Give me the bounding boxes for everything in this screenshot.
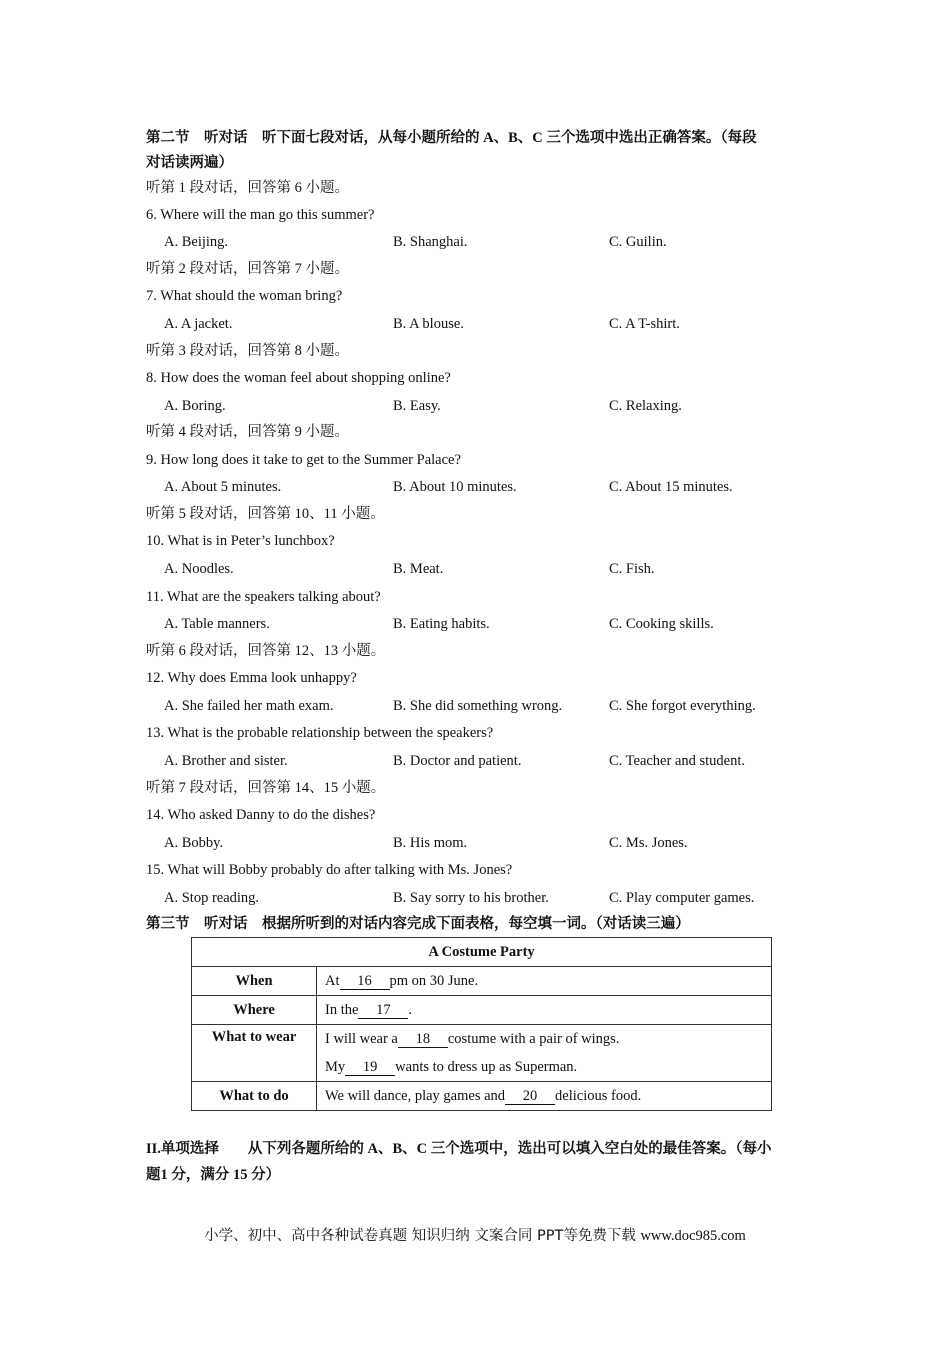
costume-party-table [191, 937, 772, 1111]
footer-text: 小学、初中、高中各种试卷真题 知识归纳 文案合同 PPT等免费下载 [204, 1228, 636, 1244]
option-c: C. Guilin. [609, 234, 667, 250]
question-text: 6. Where will the man go this summer? [146, 207, 375, 223]
option-a: A. About 5 minutes. [164, 479, 282, 495]
row-label-what-to-wear: What to wear [192, 1025, 317, 1082]
dialogue-intro: 听第 5 段对话，回答第 10、11 小题。 [146, 506, 385, 522]
option-c: C. About 15 minutes. [609, 479, 733, 495]
option-b: B. She did something wrong. [393, 698, 563, 714]
answer-blank-16[interactable]: 16 [340, 973, 390, 990]
row-value-wear-2: My 19 wants to dress up as Superman. [317, 1053, 772, 1082]
dialogue-intro: 听第 6 段对话，回答第 12、13 小题。 [146, 643, 386, 659]
row-label-what-to-do: What to do [192, 1082, 317, 1111]
option-b: B. Easy. [393, 398, 441, 414]
option-a: A. Boring. [164, 398, 226, 414]
option-a: A. Bobby. [164, 835, 224, 851]
section2-heading-cont: 对话读两遍） [146, 155, 233, 171]
option-c: C. Teacher and student. [609, 753, 746, 769]
option-b: B. Meat. [393, 561, 444, 577]
option-c: C. Ms. Jones. [609, 835, 688, 851]
footer-url[interactable]: www.doc985.com [640, 1228, 746, 1244]
row-value-where: In the 17 . [317, 996, 772, 1025]
option-a: A. Noodles. [164, 561, 234, 577]
option-c: C. Play computer games. [609, 890, 755, 906]
option-c: C. She forgot everything. [609, 698, 756, 714]
option-b: B. Doctor and patient. [393, 753, 522, 769]
option-a: A. Beijing. [164, 234, 229, 250]
question-text: 11. What are the speakers talking about? [146, 589, 381, 605]
option-b: B. A blouse. [393, 316, 464, 332]
row-value-when: At 16 pm on 30 June. [317, 967, 772, 996]
option-c: C. Relaxing. [609, 398, 682, 414]
option-c: C. A T-shirt. [609, 316, 680, 332]
option-a: A. Stop reading. [164, 890, 260, 906]
question-text: 7. What should the woman bring? [146, 288, 343, 304]
option-a: A. Brother and sister. [164, 753, 288, 769]
option-a: A. A jacket. [164, 316, 233, 332]
question-text: 13. What is the probable relationship between the speakers? [146, 725, 494, 741]
part2-heading-cont: 题1 分，满分 15 分） [146, 1167, 281, 1183]
option-b: B. Say sorry to his brother. [393, 890, 549, 906]
row-value-wear-1: I will wear a 18 costume with a pair of wings. [317, 1025, 772, 1054]
answer-blank-20[interactable]: 20 [505, 1088, 555, 1105]
table-title: A Costume Party [192, 938, 772, 967]
answer-blank-17[interactable]: 17 [358, 1002, 408, 1019]
row-value-what-to-do: We will dance, play games and 20 delicious food. [317, 1082, 772, 1111]
dialogue-intro: 听第 4 段对话，回答第 9 小题。 [146, 424, 349, 440]
row-label-where: Where [192, 996, 317, 1025]
dialogue-intro: 听第 3 段对话，回答第 8 小题。 [146, 343, 349, 359]
section2-heading: 第二节 听对话 听下面七段对话，从每小题所给的 A、B、C 三个选项中选出正确答案。（每段 [146, 130, 757, 146]
page-footer [0, 1224, 950, 1245]
answer-blank-18[interactable]: 18 [398, 1031, 448, 1048]
option-b: B. Eating habits. [393, 616, 490, 632]
option-b: B. Shanghai. [393, 234, 468, 250]
dialogue-intro: 听第 1 段对话，回答第 6 小题。 [146, 180, 349, 196]
option-a: A. Table manners. [164, 616, 270, 632]
question-text: 8. How does the woman feel about shopping online? [146, 370, 451, 386]
row-label-when: When [192, 967, 317, 996]
dialogue-intro: 听第 2 段对话，回答第 7 小题。 [146, 261, 349, 277]
option-b: B. His mom. [393, 835, 468, 851]
question-text: 15. What will Bobby probably do after talking with Ms. Jones? [146, 862, 513, 878]
option-c: C. Fish. [609, 561, 655, 577]
part2-heading: II.单项选择 从下列各题所给的 A、B、C 三个选项中，选出可以填入空白处的最佳答案。（每小 [146, 1141, 772, 1157]
dialogue-intro: 听第 7 段对话，回答第 14、15 小题。 [146, 780, 386, 796]
question-text: 10. What is in Peter’s lunchbox? [146, 533, 335, 549]
option-b: B. About 10 minutes. [393, 479, 517, 495]
question-text: 12. Why does Emma look unhappy? [146, 670, 357, 686]
question-text: 9. How long does it take to get to the Summer Palace? [146, 452, 461, 468]
answer-blank-19[interactable]: 19 [345, 1059, 395, 1076]
option-a: A. She failed her math exam. [164, 698, 334, 714]
question-text: 14. Who asked Danny to do the dishes? [146, 807, 376, 823]
section3-heading: 第三节 听对话 根据所听到的对话内容完成下面表格，每空填一词。（对话读三遍） [146, 916, 690, 932]
option-c: C. Cooking skills. [609, 616, 714, 632]
